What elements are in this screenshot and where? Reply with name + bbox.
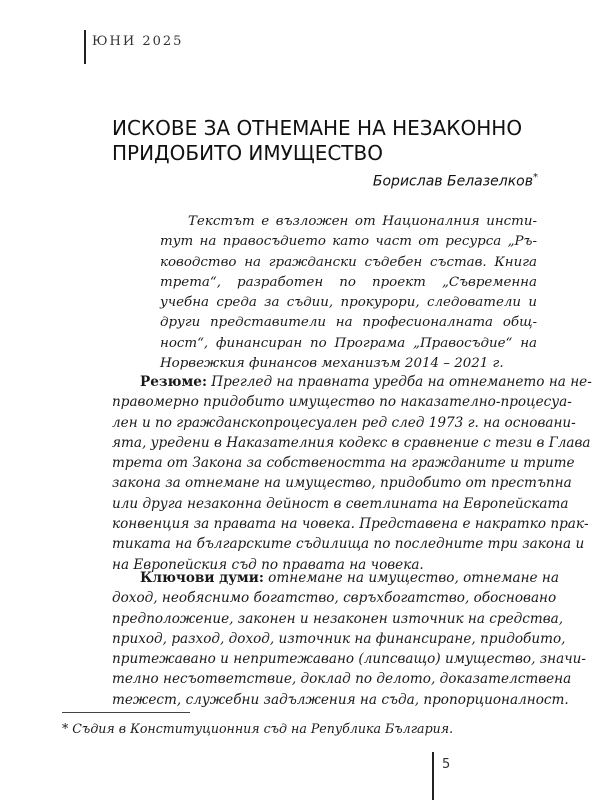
author-name-text: Борислав Белазелков (372, 173, 533, 190)
abstract-line: тиката на българските съдилища по последните три закона и (112, 536, 585, 553)
author-name (373, 172, 538, 190)
intro-paragraph (160, 212, 537, 374)
intro-line: Текстът е възложен от Националния инсти- (188, 214, 537, 229)
keywords-line: притежавано и непритежавано (липсващо) имущество, значи- (112, 651, 587, 668)
abstract-line: или друга незаконна дейност в светлината на Европейската (112, 495, 569, 512)
issue-date: ЮНИ 2025 (92, 34, 184, 49)
abstract-line-text: Преглед на правната уредба на отнемането на не- (206, 374, 592, 390)
keywords-line-text: отнемане на имущество, отнемане на (263, 570, 559, 586)
page-number: 5 (442, 757, 451, 772)
author-footnote-mark: * (533, 172, 538, 183)
intro-line: тут на правосъдието като част от ресурса „Ръ- (160, 234, 537, 250)
footer-vertical-rule (432, 752, 434, 800)
keywords-line: предположение, законен и незаконен източник на средства, (112, 610, 564, 627)
article-title (112, 116, 532, 166)
keywords-line (112, 568, 559, 588)
keywords-line: доход, необяснимо богатство, свръхбогатство, обосновано (112, 590, 557, 607)
intro-line: ност“, финансиран по Програма „Правосъдие“ на (160, 335, 537, 351)
keywords-line: приход, разход, доход, източник на финансиране, придобито, (112, 630, 566, 647)
intro-line: учебна среда за съдии, прокурори, следователи и (160, 295, 537, 311)
footnote-divider (62, 712, 190, 713)
abstract-line: на Европейския съд по правата на човека. (112, 556, 424, 573)
abstract-line: лен и по гражданскопроцесуален ред след 1973 г. на основани- (112, 414, 576, 431)
title-line: ИСКОВЕ ЗА ОТНЕМАНЕ НА НЕЗАКОННО (112, 116, 523, 140)
title-line: ПРИДОБИТО ИМУЩЕСТВО (112, 141, 383, 165)
abstract-line: закона за отнемане на имущество, придобито от престъпна (112, 475, 572, 492)
abstract-line: ята, уредени в Наказателния кодекс в сравнение с тези в Глава (112, 434, 591, 451)
keywords-label: Ключови думи: (140, 570, 264, 586)
abstract-label: Резюме: (140, 374, 207, 390)
abstract-line: правомерно придобито имущество по наказателно-процесуа- (112, 394, 572, 411)
abstract-line (112, 372, 592, 392)
keywords-line: тежест, служебни задължения на съда, пропорционалност. (112, 691, 569, 708)
keywords-line: телно несъответствие, доклад по делото, доказателствена (112, 671, 572, 688)
intro-line: други представители на професионалната общ- (160, 315, 537, 331)
footnote-mark: * (62, 721, 69, 736)
abstract-paragraph (112, 372, 592, 575)
abstract-line: конвенция за правата на човека. Представена е накратко прак- (112, 516, 589, 533)
intro-line: ководство на граждански съдебен състав. Книга (160, 254, 537, 270)
header-vertical-rule (84, 30, 86, 64)
intro-line: Норвежкия финансов механизъм 2014 – 2021 г. (160, 356, 504, 372)
keywords-paragraph (112, 568, 587, 710)
footnote-text: Съдия в Конституционния съд на Република България. (68, 721, 454, 736)
footnote (62, 720, 532, 738)
intro-line: трета“, разработен по проект „Съвременна (160, 274, 537, 290)
abstract-line: трета от Закона за собствеността на гражданите и трите (112, 455, 575, 472)
